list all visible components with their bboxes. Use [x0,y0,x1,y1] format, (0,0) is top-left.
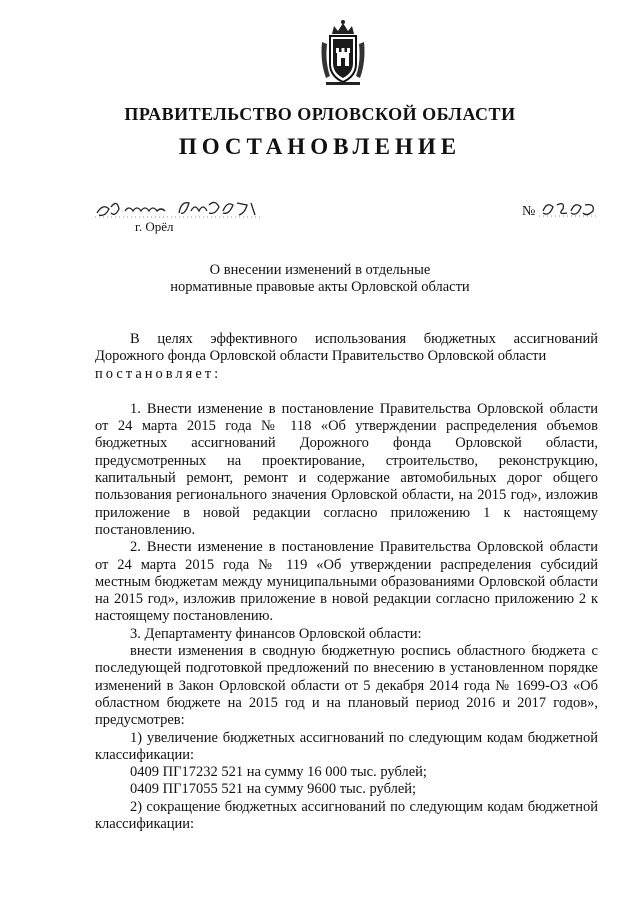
item-3-text: внести изменения в сводную бюджетную роспись областного бюджета с последующей подготовкой предложений по внесению в установленном порядке изменений в Закон Орловской области от 5 декабря 2014 года № 1699-ОЗ «Об областном бюджете на 2015 год и на плановый период 2016 и 2017 годов», предусмотрев: [95,643,598,729]
subject-line-2: нормативные правовые акты Орловской области [170,279,470,295]
document-subject [0,262,640,296]
document-body [95,331,598,833]
item-1: 1. Внести изменение в постановление Правительства Орловской области от 24 марта 2015 года № 118 «Об утверждении распределения объемов бюджетных ассигнований Дорожного фонда Орловской области, предусмотренных на проектирование, строительство, реконструкцию, капитальный ремонт, ремонт и содержание автомобильных дорог общего пользования регионального значения Орловской области, на 2015 год», изложив приложение в новой редакции согласно приложению 1 к настоящему постановлению. [95,400,598,538]
item-3: 3. Департаменту финансов Орловской области: [130,625,422,642]
handwritten-number [539,199,599,219]
budget-code-1: 0409 ПГ17232 521 на сумму 16 000 тыс. рублей; [130,764,427,781]
document-number [522,199,599,220]
budget-code-2: 0409 ПГ17055 521 на сумму 9600 тыс. рублей; [130,781,417,798]
subject-line-1: О внесении изменений в отдельные [209,262,431,278]
coat-of-arms-icon [318,18,368,88]
number-prefix: № [522,204,536,219]
city: г. Орёл [135,219,174,234]
handwritten-date [95,195,265,221]
resolves-word: постановляет: [95,365,222,382]
subitem-2: 2) сокращение бюджетных ассигнований по следующим кодам бюджетной классификации: [95,798,598,833]
item-2: 2. Внести изменение в постановление Правительства Орловской области от 24 марта 2015 года № 119 «Об утверждении распределения субсидий местным бюджетам между муниципальными образованиями Орловской области на 2015 год», изложив приложение в новой редакции согласно приложению 2 к настоящему постановлению. [95,539,598,625]
government-title: ПРАВИТЕЛЬСТВО ОРЛОВСКОЙ ОБЛАСТИ [124,104,516,124]
document-type: ПОСТАНОВЛЕНИЕ [178,134,462,159]
subitem-1: 1) увеличение бюджетных ассигнований по следующим кодам бюджетной классификации: [95,729,598,763]
preamble: В целях эффективного использования бюджетных ассигнований Дорожного фонда Орловской области Правительство Орловской области [95,331,598,365]
